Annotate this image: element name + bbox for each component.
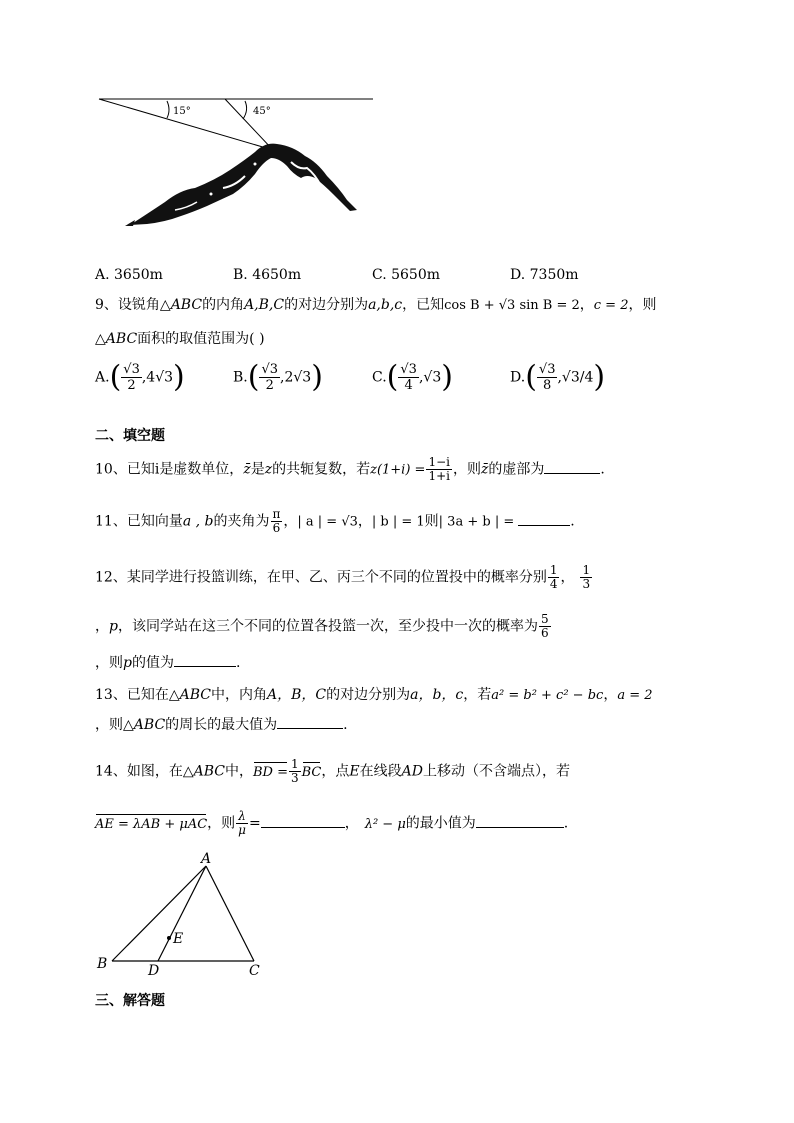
point-e-dot <box>167 936 171 940</box>
vertex-c-label: C <box>249 963 260 978</box>
q8-option-b: B. 4650m <box>233 267 302 283</box>
section-title-fill-in: 二、填空题 <box>95 428 165 444</box>
vertex-a-label: A <box>201 851 212 867</box>
q14-line2: AE = λAB + μAC，则 $\frac{\lambda}{\mu}$ = ， λ² − μ的最小值为 . <box>95 809 569 837</box>
q13-answer-blank[interactable] <box>277 728 343 729</box>
q10: 10、已知i是虚数单位，z̄是z的共轭复数，若z(1+i) = $\frac{1-i}{1+i}$ ，则z̄的虚部为 . <box>95 455 605 483</box>
angle-45-label: 45° <box>253 106 271 117</box>
q8-option-c: C. 5650m <box>372 267 441 283</box>
point-d-label: D <box>148 963 160 978</box>
q8-option-a: A. 3650m <box>95 267 163 283</box>
vertex-b-label: B <box>97 956 108 972</box>
q11-answer-blank[interactable] <box>518 525 570 526</box>
q14-min-blank[interactable] <box>476 827 564 828</box>
q9-option-a: A.( $\frac{√3}{2}$ ,4√3) <box>95 359 185 395</box>
angle-15-label: 15° <box>173 106 191 117</box>
q12-line3: ，则p的值为 . <box>95 655 241 671</box>
q14-ratio-blank[interactable] <box>261 827 345 828</box>
q10-answer-blank[interactable] <box>544 473 600 474</box>
q9-option-c: C.( $\frac{√3}{4}$ ,√3) <box>372 359 453 395</box>
q12-line1: 12、某同学进行投篮训练，在甲、乙、丙三个不同的位置投中的概率分别 $\frac{1}{4}$ ， $\frac{1}{3}$ <box>95 563 591 591</box>
q13-line1: 13、已知在△ABC中，内角A，B，C的对边分别为a，b，c，若a² = b² + c² − bc，a = 2 <box>95 687 653 703</box>
section-title-answer: 三、解答题 <box>95 993 165 1009</box>
q13-line2: ，则△ABC的周长的最大值为 . <box>95 717 348 733</box>
q12-line2: ，p，该同学站在这三个不同的位置各投篮一次，至少投中一次的概率为 $\frac{5}{6}$ <box>95 612 549 640</box>
q14-line1: 14、如图，在△ABC中，BD = $\frac{1}{3}$ BC，点E在线段AD上移动（不含端点），若 <box>95 757 570 785</box>
q9-line2: △ABC面积的取值范围为( ) <box>95 331 265 347</box>
point-e-label: E <box>173 931 184 947</box>
q8-option-d: D. 7350m <box>510 267 579 283</box>
mountain-figure <box>95 90 380 235</box>
q12-answer-blank[interactable] <box>174 666 236 667</box>
q11: 11、已知向量a , b的夹角为 $\frac{\pi}{6}$ ，| a | = √3，| b | = 1则| 3a + b | = . <box>95 507 575 535</box>
q9-option-b: B.( $\frac{√3}{2}$ ,2√3) <box>233 359 323 395</box>
q9-option-d: D.( $\frac{√3}{8}$ ,√3/4) <box>510 359 606 395</box>
q9-line1: 9、设锐角△ABC的内角A,B,C的对边分别为a,b,c，已知cos B + √3 sin B = 2，c = 2，则 <box>95 297 657 313</box>
triangle-figure <box>92 848 272 978</box>
